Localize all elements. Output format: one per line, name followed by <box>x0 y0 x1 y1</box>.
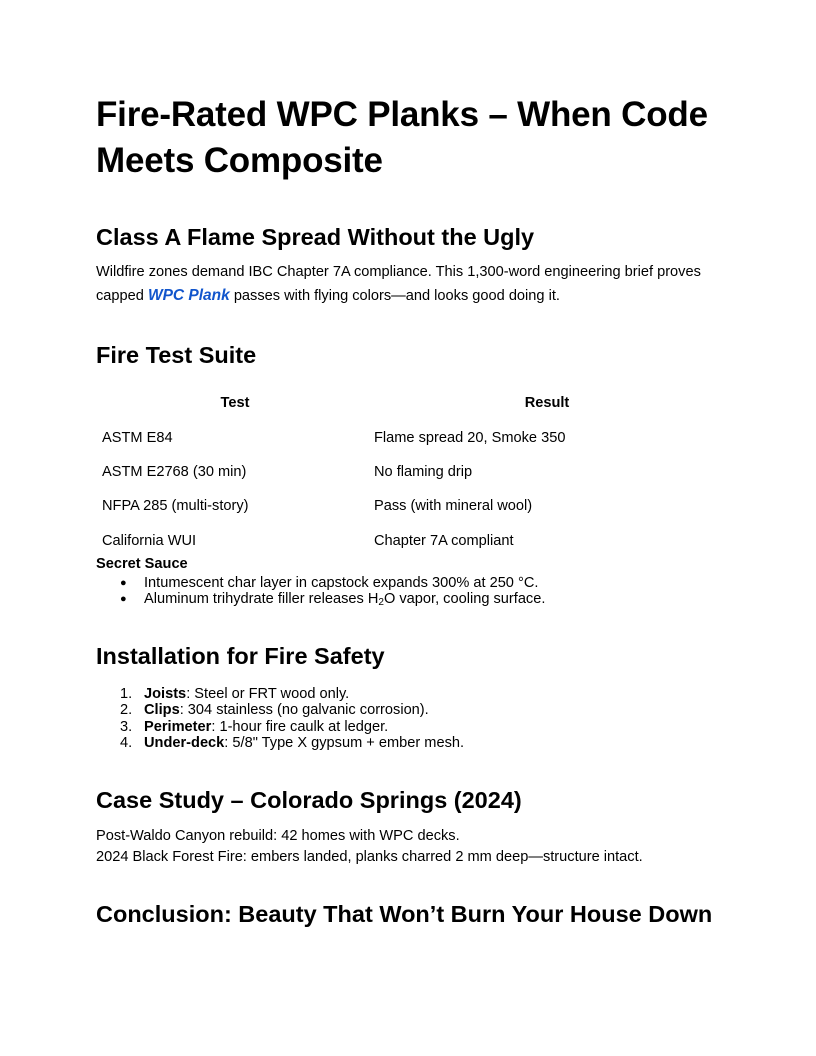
bullet-text-end: O vapor, cooling surface. <box>383 591 546 608</box>
section-heading-conclusion: Conclusion: Beauty That Won’t Burn Your House Down <box>96 901 713 927</box>
bullet-text: Aluminum trihydrate filler releases H <box>144 591 379 608</box>
case-study-line-2: 2024 Black Forest Fire: embers landed, planks charred 2 mm deep—structure intact. <box>96 849 643 865</box>
result-cell: Chapter 7A compliant <box>374 532 514 549</box>
intro-text-end: passes with flying colors—and looks good doing it. <box>229 288 560 304</box>
intro-text-start: Wildfire zones demand IBC Chapter 7A compliance. This 1,300-word engineering brief proves capped <box>96 264 701 304</box>
list-item <box>144 686 744 702</box>
intro-paragraph <box>96 261 726 308</box>
test-cell: NFPA 285 (multi-story) <box>102 498 249 515</box>
test-cell: ASTM E84 <box>102 429 173 446</box>
list-item <box>144 719 744 735</box>
step-text: : 304 stainless (no galvanic corrosion). <box>179 702 429 719</box>
table-row <box>96 524 720 558</box>
list-item: ● Intumescent char layer in capstock expands 300% at 250 °C. <box>144 575 744 591</box>
wpc-plank-link[interactable]: WPC Plank <box>147 287 230 304</box>
list-item <box>144 735 744 751</box>
section-heading-installation: Installation for Fire Safety <box>96 643 385 669</box>
installation-steps <box>96 686 744 752</box>
result-cell: Flame spread 20, Smoke 350 <box>374 429 566 446</box>
result-cell: No flaming drip <box>374 463 473 480</box>
secret-sauce-list <box>96 575 744 608</box>
subscript-2: 2 <box>378 597 384 609</box>
fire-test-table <box>96 386 720 558</box>
table-row <box>96 420 720 454</box>
result-cell: Pass (with mineral wool) <box>374 498 533 515</box>
column-header-result: Result <box>524 395 570 412</box>
step-label: Joists <box>144 686 187 702</box>
section-heading-case-study: Case Study – Colorado Springs (2024) <box>96 787 522 813</box>
step-label: Perimeter <box>144 718 212 735</box>
column-header-test: Test <box>220 395 250 412</box>
section-heading-fire-test-suite: Fire Test Suite <box>96 342 257 368</box>
page-title: Fire-Rated WPC Planks – When Code Meets Composite <box>96 95 708 180</box>
step-text: : Steel or FRT wood only. <box>186 686 350 702</box>
table-row <box>96 455 720 489</box>
table-header-row <box>96 386 720 420</box>
case-study-line-1: Post-Waldo Canyon rebuild: 42 homes with WPC decks. <box>96 828 460 844</box>
step-text: : 1-hour fire caulk at ledger. <box>211 718 389 735</box>
step-label: Under-deck <box>144 735 225 752</box>
list-item <box>144 702 744 718</box>
secret-sauce-label: Secret Sauce <box>96 556 188 572</box>
test-cell: California WUI <box>102 532 197 549</box>
test-cell: ASTM E2768 (30 min) <box>102 463 247 480</box>
list-item <box>144 591 744 607</box>
step-label: Clips <box>144 702 180 719</box>
table-row <box>96 489 720 523</box>
section-heading-flame-spread: Class A Flame Spread Without the Ugly <box>96 224 535 250</box>
step-text: : 5/8" Type X gypsum + ember mesh. <box>224 735 465 752</box>
